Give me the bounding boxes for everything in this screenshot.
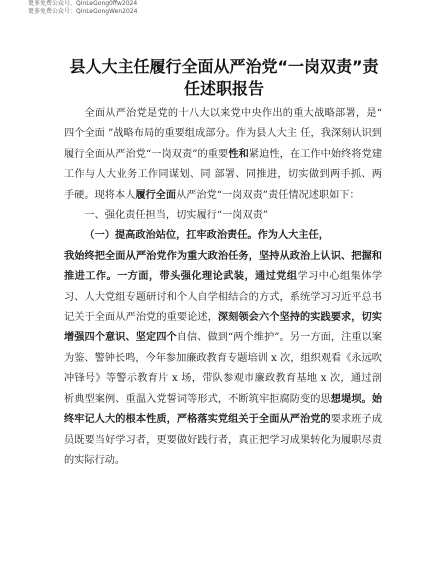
body1-text-d: 自信、做到“两个维护”。另一方面，注重以案为鉴、警钟长鸣，今年参加廉政教育专题培训 x 次，组织观看《永远吹冲锋号》等警示教育片 x 场，带队参观市廉政教育基地 x 次，通过剖析典型案例、重温入党誓词等形式，不断筑牢拒腐防变的思 — [64, 332, 383, 405]
body1-text-f: 要求班子成员既要当好学习者，更要做好践行者，真正把学习成果转化为履职尽责的实际行动。 — [64, 414, 383, 466]
subsection-heading-1: （一）提高政治站位，扛牢政治责任。作为人大主任， — [84, 230, 329, 242]
intro-text-e: 从严治党“一岗双责”责任情况述职如下： — [176, 189, 360, 201]
intro-text-b: 性和 — [228, 148, 249, 160]
document-title — [30, 56, 418, 100]
body1-text-a: 我始终把全面从严治党作为重大政治任务，坚持从政治上认识、把握和推进工作。一方面，带头强化理论武装，通过党组 — [64, 250, 382, 283]
document-body — [64, 104, 382, 471]
intro-text-a: 全面从严治党是党的十八大以来党中央作出的重大战略部署，是“ 四个全面 ”战略布局的重要组成部分。作为县人大主 任，我深刻认识到履行全面从严治党“一岗双责”的重要 — [64, 108, 382, 160]
body1-text-c: 深刻领会六个坚持的实践要求，切实增强四个意识、坚定四个 — [64, 312, 382, 344]
title-line-1: 县人大主任履行全面从严治党“一岗双责”责 — [69, 57, 379, 76]
title-line-2: 任述职报告 — [183, 79, 264, 98]
header-line-1: 更多免费公众号，QinLeGong0ffw2024 — [28, 0, 138, 7]
body-paragraph-1 — [64, 247, 382, 471]
page-header — [28, 0, 428, 16]
intro-paragraph — [64, 104, 382, 206]
section-heading-1: 一、强化责任担当，切实履行“一岗双责” — [84, 210, 268, 222]
body1-text-e: 想堤坝。始终牢记人大的根本性质，严格落实党组关于全面从严治党的 — [64, 393, 383, 426]
body1-text-b: 学习中心组集体学习、人大党组专题研讨和个人自学相结合的方式，系统学习习近平总书记关于全面从严治党的重要论述， — [64, 271, 383, 324]
header-line-2: 更多免费公众号：QinLeGongWen2024 — [28, 8, 138, 15]
intro-text-d: 履行全面 — [135, 189, 177, 201]
intro-text-c: 紧迫性，在工作中始终将党建工作与人大业务工作同谋划、同 部署、同推进，切实做到两手抓、两手硬。现将本人 — [64, 148, 383, 201]
